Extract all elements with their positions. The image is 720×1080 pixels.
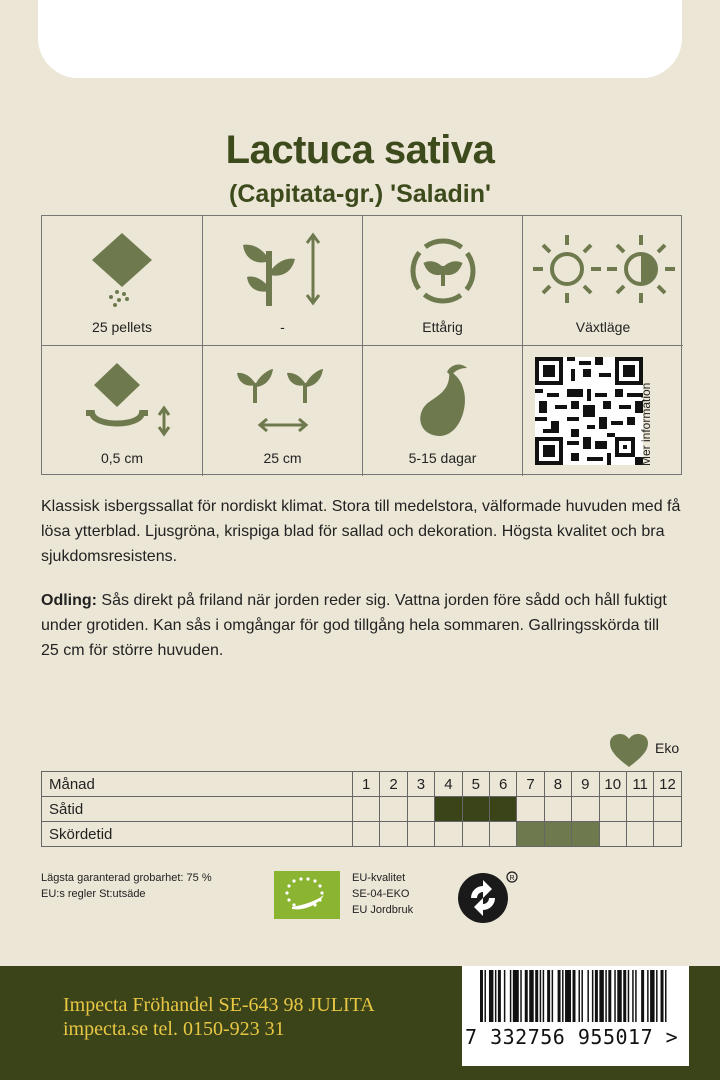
month-6: 6 [489, 772, 516, 797]
eu-organic-logo [274, 871, 340, 919]
position-cell [523, 216, 683, 346]
more-info-label: Mer information [639, 382, 653, 466]
sowing-month-1-cell [353, 797, 380, 822]
harvest-row [42, 822, 682, 847]
heart-eko-icon [608, 733, 650, 769]
company-contact: impecta.se tel. 0150-923 31 [63, 1018, 285, 1040]
cultivation-label: Odling: [41, 592, 97, 609]
sowing-month-9-cell [572, 797, 599, 822]
barcode [462, 966, 689, 1066]
height-label: - [280, 319, 285, 335]
harvest-month-12-cell [654, 822, 681, 847]
spacing-cell [203, 346, 363, 476]
eu-quality-line2: SE-04-EKO [352, 888, 410, 900]
sowing-month-3-cell [407, 797, 434, 822]
harvest-month-6-cell [489, 822, 516, 847]
germination-label: 5-15 dagar [408, 450, 477, 466]
sowing-month-4-cell [435, 797, 462, 822]
month-3: 3 [407, 772, 434, 797]
sowing-calendar [41, 771, 682, 847]
hang-tab-cutout [38, 0, 682, 78]
spacing-label: 25 cm [263, 450, 302, 466]
seed-pellets-icon [82, 228, 162, 318]
description-text: Klassisk isbergssallat för nordiskt klimat. Stora till medelstora, välformade huvuden med få lösa ytterblad. Ljusgröna, krispiga blad för sallad och dekoration. Högsta kvalitet och bra sjukdomsresistens. [41, 498, 681, 565]
harvest-month-3-cell [407, 822, 434, 847]
sowing-month-10-cell [599, 797, 626, 822]
sowing-month-5-cell [462, 797, 489, 822]
sowing-month-12-cell [654, 797, 681, 822]
month-10: 10 [599, 772, 626, 797]
qr-code-icon[interactable] [535, 357, 643, 465]
cultivation-text [41, 588, 681, 663]
harvest-month-11-cell [626, 822, 653, 847]
month-8: 8 [544, 772, 571, 797]
harvest-month-8-cell [544, 822, 571, 847]
eu-quality-line3: EU Jordbruk [352, 904, 414, 916]
plant-height-icon [239, 231, 329, 311]
month-12: 12 [654, 772, 681, 797]
harvest-row-label: Skördetid [42, 822, 353, 847]
pellets-label: 25 pellets [92, 319, 152, 335]
green-dot-recycle-icon [457, 871, 521, 925]
sowing-month-11-cell [626, 797, 653, 822]
sowing-row [42, 797, 682, 822]
height-cell [203, 216, 363, 346]
calendar-header-row [42, 772, 682, 797]
harvest-month-2-cell [380, 822, 407, 847]
eu-leaf-icon [274, 871, 340, 919]
barcode-number: 7 332756 955017 > [465, 1025, 679, 1049]
month-7: 7 [517, 772, 544, 797]
eu-seed-rules: EU:s regler St:utsäde [41, 888, 146, 900]
pellets-cell [42, 216, 203, 346]
month-1: 1 [353, 772, 380, 797]
month-header: Månad [42, 772, 353, 797]
germination-rate: Lägsta garanterad grobarhet: 75 % [41, 872, 212, 884]
annual-label: Ettårig [422, 319, 463, 335]
annual-cycle-icon [408, 236, 478, 306]
sowing-depth-icon [82, 361, 182, 441]
eu-quality-line1: EU-kvalitet [352, 872, 406, 884]
month-4: 4 [435, 772, 462, 797]
depth-cell [42, 346, 203, 476]
month-5: 5 [462, 772, 489, 797]
germination-cell [363, 346, 523, 476]
cultivation-body: Sås direkt på friland när jorden reder sig. Vattna jorden före sådd och håll fuktigt under grotiden. Kan sås i omgångar för god tillgång hela sommaren. Gallringsskörda till 25 cm för större huvuden. [41, 592, 667, 659]
info-icon-grid [41, 215, 682, 475]
harvest-month-7-cell [517, 822, 544, 847]
month-11: 11 [626, 772, 653, 797]
sowing-month-8-cell [544, 797, 571, 822]
germination-icon [411, 358, 481, 438]
depth-label: 0,5 cm [100, 450, 143, 466]
position-label: Växtläge [575, 319, 631, 335]
sowing-month-2-cell [380, 797, 407, 822]
month-9: 9 [572, 772, 599, 797]
svg-text:R: R [509, 875, 515, 882]
sowing-row-label: Såtid [42, 797, 353, 822]
company-address: Impecta Fröhandel SE-643 98 JULITA [63, 994, 375, 1016]
eu-quality-text [352, 870, 413, 918]
sowing-month-6-cell [489, 797, 516, 822]
cultivar-subtitle: (Capitata-gr.) 'Saladin' [229, 180, 491, 208]
harvest-month-10-cell [599, 822, 626, 847]
sun-partial-shade-icon [529, 231, 679, 311]
harvest-month-4-cell [435, 822, 462, 847]
qr-cell [523, 346, 683, 476]
germination-info [41, 870, 212, 902]
harvest-month-9-cell [572, 822, 599, 847]
harvest-month-5-cell [462, 822, 489, 847]
species-title: Lactuca sativa [225, 128, 495, 172]
eko-label: Eko [655, 740, 680, 756]
harvest-month-1-cell [353, 822, 380, 847]
plant-spacing-icon [233, 361, 333, 441]
annual-cell [363, 216, 523, 346]
sowing-month-7-cell [517, 797, 544, 822]
month-2: 2 [380, 772, 407, 797]
